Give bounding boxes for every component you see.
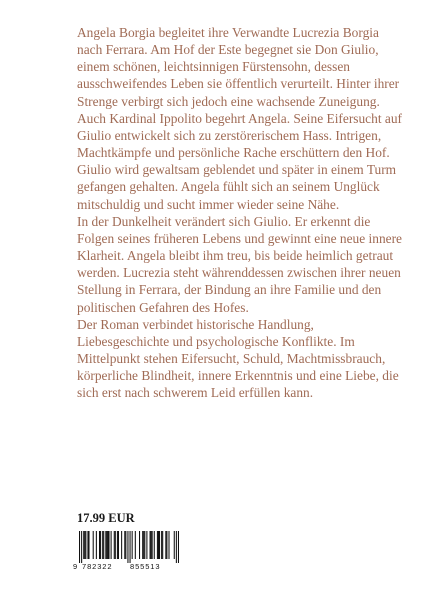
barcode-bar	[105, 531, 106, 559]
barcode-bar	[152, 531, 153, 559]
barcode-bar	[146, 531, 147, 559]
barcode-bar	[103, 531, 104, 559]
barcode-bar	[135, 531, 136, 559]
price-label: 17.99 EUR	[77, 511, 135, 525]
barcode-bar	[144, 531, 145, 559]
barcode-bar	[124, 531, 125, 559]
barcode-bar	[87, 531, 88, 559]
barcode-bar	[115, 531, 116, 559]
barcode-bar	[117, 531, 118, 559]
barcode-bar	[176, 531, 177, 563]
barcode-bar	[158, 531, 159, 559]
barcode-bar	[159, 531, 160, 559]
barcode-bar	[79, 531, 80, 563]
barcode-bar	[174, 531, 175, 559]
isbn-barcode	[73, 531, 185, 571]
barcode-bar	[108, 531, 109, 559]
barcode-bar	[161, 531, 162, 559]
barcode-bar	[166, 531, 167, 559]
barcode-bar	[83, 531, 84, 559]
barcode-bar	[84, 531, 85, 559]
barcode-bar	[111, 531, 112, 559]
blurb-paragraph-3: In der Dunkelheit verändert sich Giulio. Er erkennt die Folgen seines früheren Lebens und gewinnt eine neue innere Klarheit. Angela bleibt ihm treu, bis beide heimlich getraut werden. Lucrezia steht währenddessen zwischen ihrer neuen Stellung in Ferrara, der Bindung an ihre Familie und den politischen Gefahren des Hofes.	[77, 213, 402, 315]
barcode-first-digit: 9	[73, 562, 78, 571]
barcode-bar	[157, 531, 158, 559]
barcode-bar	[132, 531, 133, 559]
barcode-bar	[107, 531, 108, 559]
blurb-paragraph-1: Angela Borgia begleitet ihre Verwandte Lucrezia Borgia nach Ferrara. Am Hof der Este begegnet sie Don Giulio, einem schönen, leichtsinnigen Fürstensohn, dessen ausschweifendes Leben sie öffentlich verurteilt. Hinter ihrer Strenge verbirgt sich jedoch eine wachsende Zuneigung.	[77, 25, 400, 109]
barcode-bar	[150, 531, 151, 559]
blurb-paragraph-2: Auch Kardinal Ippolito begehrt Angela. Seine Eifersucht auf Giulio entwickelt sich zu zerstörerischem Hass. Intrigen, Machtkämpfe und persönliche Rache erschüttern den Hof. Giulio wird gewaltsam geblendet und später in einem Turm gefangen gehalten. Angela fühlt sich an seinem Unglück mitschuldig und sucht immer wieder seine Nähe.	[77, 110, 402, 212]
barcode-bar	[162, 531, 163, 559]
barcode-bar	[100, 531, 101, 559]
barcode-bar	[81, 531, 82, 563]
blurb-paragraph-4: Der Roman verbindet historische Handlung, Liebesgeschichte und psychologische Konflikte. Im Mittelpunkt stehen Eifersucht, Schuld, Machtmissbrauch, körperliche Blindheit, innere Erkenntnis und eine Liebe, die sich erst nach schwerem Leid erfüllen kann.	[77, 316, 399, 401]
barcode-bar	[114, 531, 115, 559]
barcode-left-group: 782322	[82, 562, 113, 571]
barcode-bar	[127, 531, 128, 563]
barcode-bar	[121, 531, 122, 559]
barcode-bar	[154, 531, 155, 559]
barcode-bar	[165, 531, 166, 559]
barcode-bar	[168, 531, 169, 559]
barcode-bar	[99, 531, 100, 559]
barcode-bar	[93, 531, 94, 559]
barcode-right-group: 855513	[130, 562, 161, 571]
barcode-bars	[79, 531, 179, 563]
barcode-bar	[96, 531, 97, 559]
barcode-bar	[102, 531, 103, 559]
barcode-bar	[85, 531, 86, 559]
barcode-bar	[142, 531, 143, 559]
barcode-bar	[125, 531, 126, 559]
barcode-bar	[151, 531, 152, 559]
barcode-bar	[118, 531, 119, 559]
barcode-bar	[130, 531, 131, 563]
barcode-bar	[143, 531, 144, 559]
barcode-bar	[178, 531, 179, 563]
barcode-bar	[139, 531, 140, 559]
blurb-text	[77, 24, 403, 401]
barcode-bar	[106, 531, 107, 559]
barcode-bar	[88, 531, 89, 559]
